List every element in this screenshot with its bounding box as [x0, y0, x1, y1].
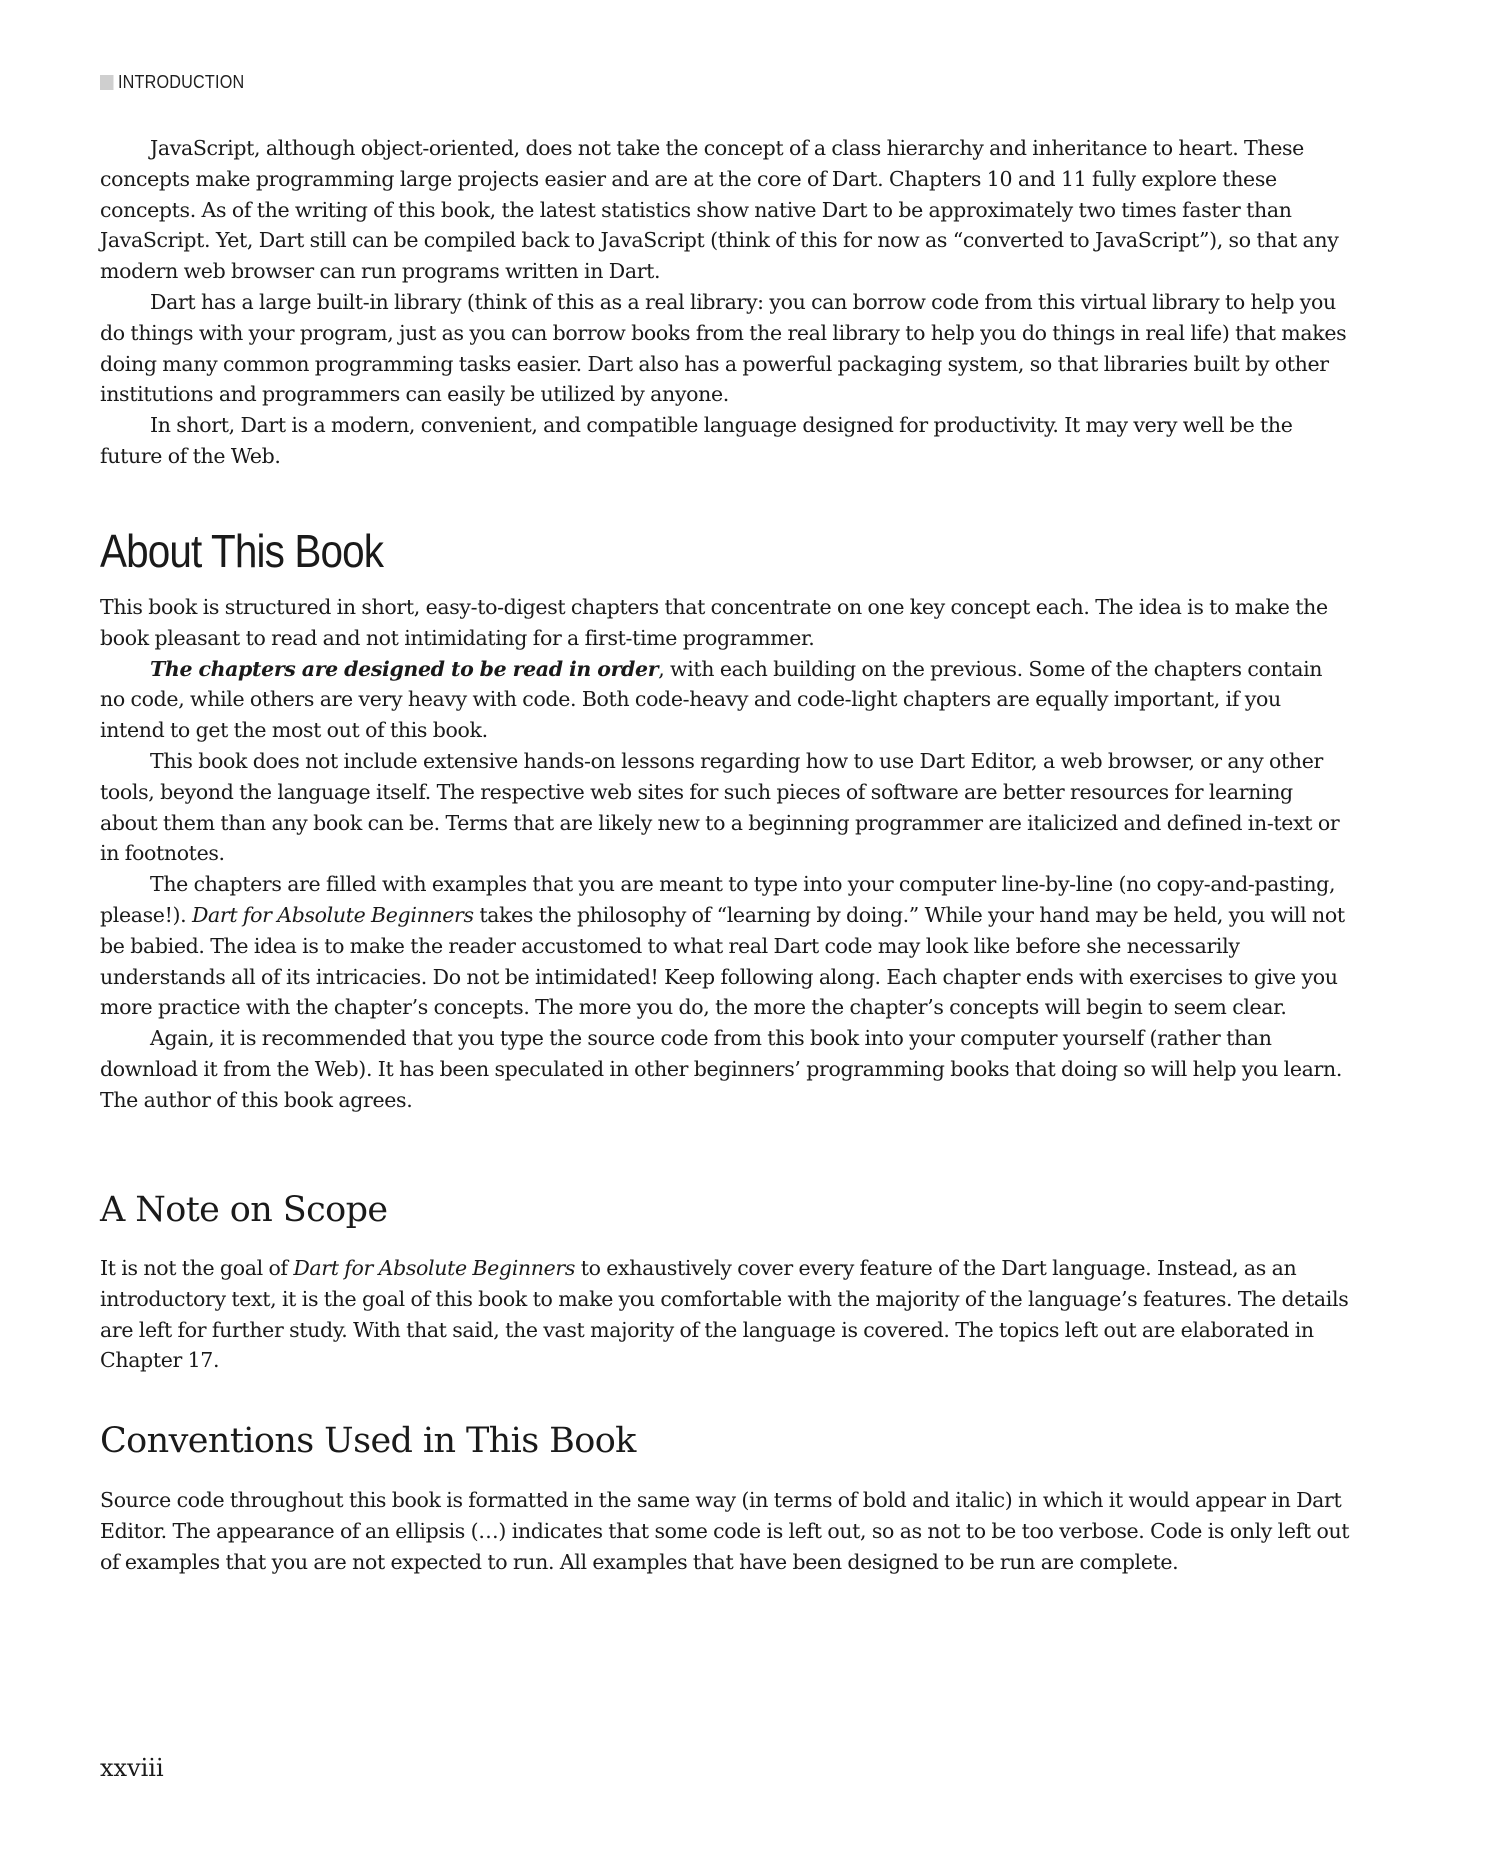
running-head-label: INTRODUCTION [118, 72, 245, 92]
scope-heading: A Note on Scope [100, 1190, 388, 1230]
conventions-heading: Conventions Used in This Book [100, 1421, 636, 1461]
page-number: xxviii [100, 1754, 164, 1782]
about-paragraph-4-book-title: Dart for Absolute Beginners [191, 902, 474, 927]
scope-paragraph-1-text: to exhaustively cover every feature of the Dart language. Instead, as an introductory text, it is the goal of this book to make you comfortable with the majority of the language’s features. The details are left for further study. With that said, the vast majority of the language is covered. The topics left out are elaborated in Chapter 17. [100, 1256, 1349, 1373]
about-paragraph-2-text: , with each building on the previous. Some of the chapters contain no code, while others are very heavy with code. Both code-heavy and code-light chapters are equally important, if you intend to get the most out of this book. [100, 656, 1323, 743]
scope-paragraph-1-start: It is not the goal of [100, 1256, 294, 1280]
scope-paragraph-1-book-title: Dart for Absolute Beginners [293, 1256, 576, 1280]
about-heading: About This Book [100, 525, 384, 577]
running-head-marker [100, 75, 114, 90]
conventions-section [100, 1485, 1350, 1577]
intro-paragraph-3: In short, Dart is a modern, convenient, and compatible language designed for productivity. It may very well be the future of the Web. [100, 413, 1293, 468]
intro-paragraph-2: Dart has a large built-in library (think of this as a real library: you can borrow code from this virtual library to help you do things with your program, just as you can borrow books from the real library to help you do things in real life) that makes doing many common programming tasks easier. Dart also has a powerful packaging system, so that libraries built by other institutions and programmers can easily be utilized by anyone. [100, 289, 1347, 407]
about-paragraph-3: This book does not include extensive hands-on lessons regarding how to use Dart Editor, a web browser, or any other tools, beyond the language itself. The respective web sites for such pieces of software are better resources for learning about them than any book can be. Terms that are likely new to a beginning programmer are italicized and defined in-text or in footnotes. [100, 748, 1340, 866]
about-paragraph-4 [100, 869, 1350, 1023]
about-section [100, 592, 1350, 1116]
scope-section [100, 1253, 1350, 1376]
conventions-paragraph-1: Source code throughout this book is formatted in the same way (in terms of bold and italic) in which it would appear in Dart Editor. The appearance of an ellipsis (…) indicates that some code is left out, so as not to be too verbose. Code is only left out of examples that you are not expected to run. All examples that have been designed to be run are complete. [100, 1488, 1350, 1574]
about-paragraph-2-emphasis: The chapters are designed to be read in order [150, 656, 659, 681]
scope-paragraph-1 [100, 1253, 1350, 1376]
about-paragraph-1: This book is structured in short, easy-to-digest chapters that concentrate on one key concept each. The idea is to make the book pleasant to read and not intimidating for a first-time programmer. [100, 595, 1328, 650]
about-paragraph-4-start: The chapters are filled with examples that you are meant to type into your computer line-by-line (no copy-and-pasting, please!). [100, 872, 1336, 927]
about-paragraph-2 [100, 654, 1350, 746]
intro-paragraph-1: JavaScript, although object-oriented, does not take the concept of a class hierarchy and inheritance to heart. These concepts make programming large projects easier and are at the core of Dart. Chapters 10 and 11 fully explore these concepts. As of the writing of this book, the latest statistics show native Dart to be approximately two times faster than JavaScript. Yet, Dart still can be compiled back to JavaScript (think of this for now as “converted to JavaScript”), so that any modern web browser can run programs written in Dart. [100, 136, 1339, 284]
book-page [100, 0, 1350, 1850]
about-paragraph-5: Again, it is recommended that you type the source code from this book into your computer yourself (rather than download it from the Web). It has been speculated in other beginners’ programming books that doing so will help you learn. The author of this book agrees. [100, 1026, 1342, 1112]
intro-section [100, 133, 1350, 472]
about-paragraph-4-text: takes the philosophy of “learning by doing.” While your hand may be held, you will not be babied. The idea is to make the reader accustomed to what real Dart code may look like before she necessarily understands all of its intricacies. Do not be intimidated! Keep following along. Each chapter ends with exercises to give you more practice with the chapter’s concepts. The more you do, the more the chapter’s concepts will begin to seem clear. [100, 902, 1345, 1020]
running-head [100, 72, 244, 93]
